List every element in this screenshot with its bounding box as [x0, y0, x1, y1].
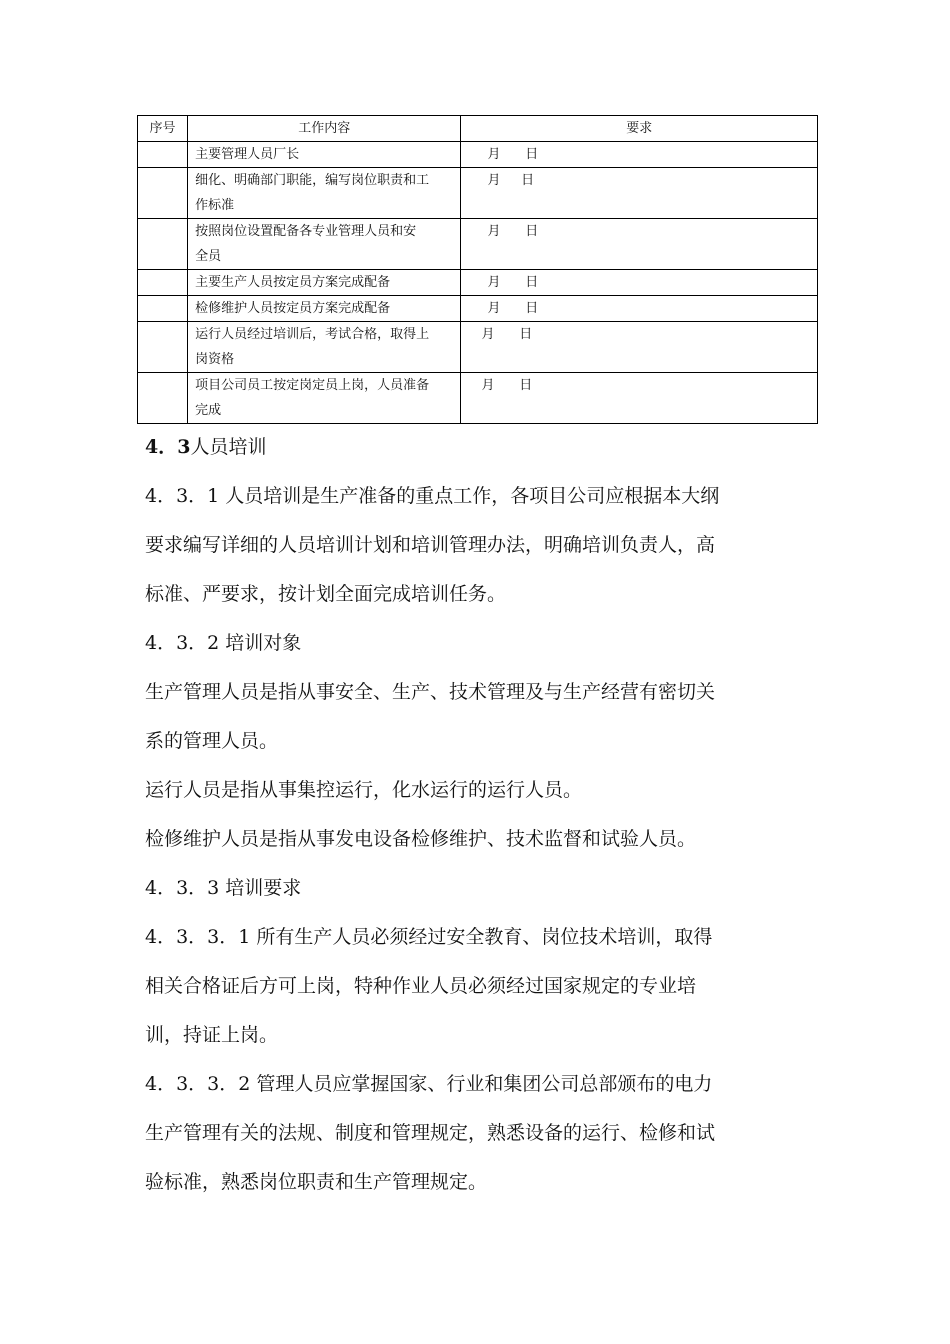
header-content: 工作内容 — [188, 116, 461, 142]
paragraph-line: 验标准，熟悉岗位职责和生产管理规定。 — [145, 1171, 488, 1193]
paragraph-line: 系的管理人员。 — [145, 730, 279, 752]
row-no — [138, 322, 188, 373]
content-line: 主要生产人员按定员方案完成配备 — [195, 275, 391, 290]
row-requirement: 月 日 — [461, 219, 818, 270]
table-row — [138, 270, 818, 296]
row-content — [188, 168, 461, 219]
section-heading — [145, 423, 815, 472]
row-content — [188, 322, 461, 373]
content-line: 细化、明确部门职能，编写岗位职责和工 — [195, 173, 430, 188]
paragraph-line: 标准、严要求，按计划全面完成培训任务。 — [145, 583, 507, 605]
paragraph-line: 相关合格证后方可上岗，特种作业人员必须经过国家规定的专业培 — [145, 975, 697, 997]
row-content — [188, 270, 461, 296]
content-line: 完成 — [195, 403, 222, 418]
row-content — [188, 373, 461, 424]
table-header-row — [138, 116, 818, 142]
row-no — [138, 219, 188, 270]
row-requirement: 月 日 — [461, 168, 818, 219]
content-line: 按照岗位设置配备各专业管理人员和安 — [195, 224, 417, 239]
content-line: 作标准 — [195, 198, 235, 213]
table-row — [138, 296, 818, 322]
subsection-heading: 4．3．3 培训要求 — [145, 877, 302, 899]
table-row — [138, 168, 818, 219]
content-line: 主要管理人员厂长 — [195, 147, 300, 162]
header-no: 序号 — [138, 116, 188, 142]
content-line: 检修维护人员按定员方案完成配备 — [195, 301, 391, 316]
row-no — [138, 270, 188, 296]
paragraph-line: 生产管理有关的法规、制度和管理规定，熟悉设备的运行、检修和试 — [145, 1122, 716, 1144]
staffing-plan-table — [137, 115, 818, 424]
row-content — [188, 219, 461, 270]
paragraph-line: 4．3．3．2 管理人员应掌握国家、行业和集团公司总部颁布的电力 — [145, 1073, 713, 1095]
paragraph-line: 运行人员是指从事集控运行，化水运行的运行人员。 — [145, 779, 583, 801]
row-requirement: 月 日 — [461, 296, 818, 322]
row-no — [138, 296, 188, 322]
content-line: 全员 — [195, 249, 222, 264]
table-row — [138, 142, 818, 168]
row-requirement: 月 日 — [461, 142, 818, 168]
row-requirement: 月 日 — [461, 270, 818, 296]
table-row — [138, 373, 818, 424]
section-heading-number: 4．3 — [145, 436, 191, 458]
subsection-heading: 4．3．2 培训对象 — [145, 632, 302, 654]
paragraph-line: 4．3．1 人员培训是生产准备的重点工作，各项目公司应根据本大纲 — [145, 485, 720, 507]
paragraph-line: 要求编写详细的人员培训计划和培训管理办法，明确培训负责人，高 — [145, 534, 716, 556]
row-requirement: 月 日 — [461, 322, 818, 373]
section-heading-title: 人员培训 — [190, 436, 267, 458]
paragraph-line: 4．3．3．1 所有生产人员必须经过安全教育、岗位技术培训，取得 — [145, 926, 713, 948]
row-no — [138, 142, 188, 168]
content-line: 项目公司员工按定岗定员上岗，人员准备 — [195, 378, 430, 393]
row-content — [188, 142, 461, 168]
section-body — [145, 423, 815, 1207]
content-line: 岗资格 — [195, 352, 235, 367]
table-row — [138, 322, 818, 373]
row-content — [188, 296, 461, 322]
row-no — [138, 168, 188, 219]
row-requirement: 月 日 — [461, 373, 818, 424]
content-line: 运行人员经过培训后，考试合格，取得上 — [195, 327, 430, 342]
paragraph-line: 生产管理人员是指从事安全、生产、技术管理及与生产经营有密切关 — [145, 681, 716, 703]
table-row — [138, 219, 818, 270]
row-no — [138, 373, 188, 424]
paragraph-line: 检修维护人员是指从事发电设备检修维护、技术监督和试验人员。 — [145, 828, 697, 850]
paragraph-line: 训，持证上岗。 — [145, 1024, 279, 1046]
header-requirement: 要求 — [461, 116, 818, 142]
